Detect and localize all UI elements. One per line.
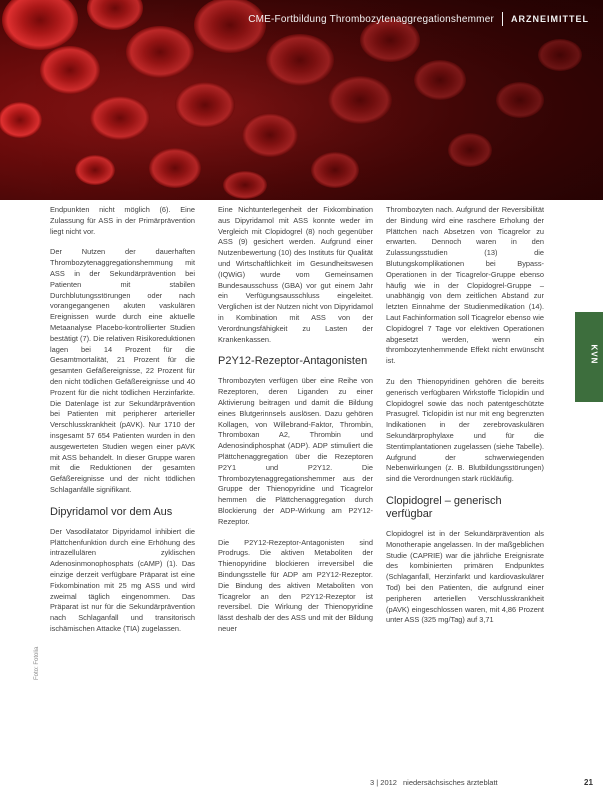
section-heading-p2y12: P2Y12-Rezeptor-Antagonisten [218, 355, 368, 368]
hero-image [0, 0, 603, 200]
page-footer [370, 778, 498, 787]
paragraph: Der Nutzen der dauerhaften Thrombozytenaggregationshemmung mit ASS in der Sekundärprävention bei Patienten mit stabilen Durchblutungsstörungen oder nach vorangegangenen akuten vaskulären Ereignissen wurde durch eine aktuelle Metaanalyse Placebo-kontrollierter Studien bestätigt (7). Die relativen Risikoreduktionen lagen bei 14 Prozent für die Gesamtmortalität, 21 Prozent für die gesamten Gefäßereignisse, 22 Prozent für den nicht tödlichen Gefäßereignisse und 40 Prozent für die nicht tödlichen Herzinfarkte. Die Datenlage ist zur Sekundärprävention bei Patienten mit peripherer arterieller Verschlusskrankheit (pAVK). Nur 1710 der insgesamt 57 654 Patienten wurden in den ausgewerteten Studien wegen einer pAVK mit ASS behandelt. In dieser Gruppe waren mit die Reduktionen der gesamten Gefäßereignisse und der nicht tödlichen Schlaganfälle signifikant. [50, 247, 196, 494]
paragraph: Zu den Thienopyridinen gehören die bereits generisch verfügbaren Wirkstoffe Ticlopidin und Clopidogrel sowie das noch patentgeschützte Prasugrel. Ticlopidin ist nur mit eng begrenzten Indikationen in der zerebrovaskulären Sekundärprophylaxe und für die Stentimplantationen zugelassen (siehe Tabelle). Aufgrund der schwerwiegenden Nebenwirkungen (z. B. Blutbildungsstörungen) sind die Verordnungen stark rückläufig. [386, 376, 544, 484]
running-header-title: CME-Fortbildung Thrombozytenaggregationshemmer [248, 13, 494, 25]
header-divider [502, 12, 503, 26]
paragraph: Thrombozyten nach. Aufgrund der Reversibilität der Bindung wird eine raschere Erholung der Plättchen nach Absetzen von Ticagrelor zu erwarten. Dennoch waren in den Zulassungsstudien (13) die Blutungskomplikationen bei Bypass-Operationen in der Ticagrelor-Gruppe ebenso häufig wie in der Clopidogrel-Gruppe – unabhängig von dem zeitlichen Abstand zur letzten Einnahme der Studienmedikation (14). Laut Fachinformation soll Ticagrelor ebenso wie Clopidogrel 7 Tage vor elektiven Operationen abgesetzt werden, wenn ein thrombozytenhemmende Effekt nicht erwünscht ist. [386, 205, 544, 366]
running-header [248, 12, 589, 26]
footer-journal: niedersächsisches ärzteblatt [402, 778, 498, 787]
photo-credit: Foto: Fotolia [34, 646, 40, 680]
footer-issue: 3 | 2012 [370, 778, 397, 787]
section-side-tab [575, 312, 603, 402]
section-heading-dipyridamol: Dipyridamol vor dem Aus [50, 505, 173, 518]
paragraph: Endpunkten nicht möglich (6). Eine Zulassung für ASS in der Primärprävention liegt nicht vor. [50, 205, 195, 236]
paragraph: Clopidogrel ist in der Sekundärprävention als Monotherapie angelassen. In der maßgeblichen Studie (CAPRIE) war die jährliche Ereignisrate des kombinierten primären Endpunktes (Schlaganfall, Herzinfarkt und kardiovaskulärer Tod) bei den Patienten, die aufgrund einer peripheren arteriellen Verschlusskrankheit (pAVK) eingeschlossen waren, mit 4,86 Prozent unter ASS (325 mg/Tag) auf 3,71 [386, 528, 544, 625]
page-number: 21 [584, 778, 593, 787]
text-column-1 [50, 205, 195, 645]
text-column-3 [386, 205, 544, 636]
paragraph: Die P2Y12-Rezeptor-Antagonisten sind Prodrugs. Die aktiven Metaboliten der Thienopyridine blockieren irreversibel die Bindungsstelle für ADP am P2Y12-Rezeptor. Die Bindung des aktiven Metaboliten von Ticagrelor an den P2Y12-Rezeptor ist reversibel. Die Wirkung der Thienopyridine lässt deshalb der des ASS und mit der Bildung neuer [218, 537, 373, 633]
section-heading-clopidogrel: Clopidogrel – generisch verfügbar [386, 494, 502, 520]
paragraph: Eine Nichtunterlegenheit der Fixkombination aus Dipyridamol mit ASS konnte weder im Vergleich mit Clopidogrel (8) noch gegenüber ASS (9) gesichert werden. Aufgrund einer Nutzenbewertung (10) des Instituts für Qualität und Wirtschaftlichkeit im Gesundheitswesen (IQWiG) wurde vom Gemeinsamen Bundesausschuss (GBA) vor gut einem Jahr ein Verfügungsausschluss eingeleitet. Verglichen ist der Nutzen nicht von Dipyridamol in Kombination mit ASS von der Verordnungsfähigkeit zu Lasten der Krankenkassen. [218, 205, 373, 344]
paragraph: Thrombozyten verfügen über eine Reihe von Rezeptoren, deren Liganden zu einer Aktivierung beitragen und damit die Bildung eines Blutgerinnsels auslösen. Dazu gehören Kollagen, von Willebrand-Faktor, Thrombin, Thromboxan A2, Thrombin und Adenosindiphosphat (ADP). ADP stimuliert die Plättchenaggregation über die Rezeptoren P2Y1 und P2Y12. Die Thrombozytenaggregationshemmer aus der Gruppe der Thienopyridine und Ticagrelor hemmen die Plättchenaggregation durch Blockierung der ADP-Wirkung am P2Y12-Rezeptor. [218, 376, 373, 526]
paragraph: Der Vasodilatator Dipyridamol inhibiert die Plättchenfunktion durch eine Erhöhung des intrazellulären zyklischen Adenosinmonophosphats (cAMP) (1). Das einzige derzeit verfügbare Präparat ist eine Fixkombination mit 25 mg ASS und wird zweimal täglich eingenommen. Das Präparat ist nur für die Sekundärprävention nach Schlaganfall und transitorisch ischämischen Attacke (TIA) zugelassen. [50, 526, 195, 633]
text-column-2 [218, 205, 373, 645]
red-blood-cells-illustration [0, 0, 603, 200]
running-header-rubric: ARZNEIMITTEL [511, 14, 589, 24]
side-tab-label: KVN [589, 344, 599, 365]
